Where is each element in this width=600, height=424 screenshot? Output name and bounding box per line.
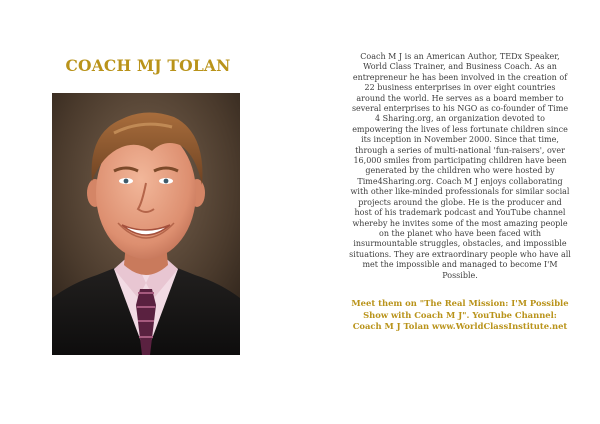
bio-paragraph: Coach M J is an American Author, TEDx Speaker, World Class Trainer, and Business Coach. As an entrepreneur he has been involved in the creation of 22 business enterprises in over eight countries around the world. He serves as a board member to several enterprises to his NGO as co-founder of Time 4 Sharing.org, an organization devoted to empowering the lives of less fortunate children since its inception in November 2000. Since that time, through a series of multi-national 'fun-raisers', over 16,000 smiles from participating children have been generated by the children who were hosted by Time4Sharing.org. Coach M J enjoys collaborating with other like-minded professionals for similar social projects around the globe. He is the producer and host of his trademark podcast and YouTube channel whereby he invites some of the most amazing people on the planet who have been faced with insurmountable struggles, obstacles, and impossible situations. They are extraordinary people who have all met the impossible and managed to become I'M Possible. — [349, 52, 571, 280]
page-title: COACH MJ TOLAN — [65, 56, 231, 75]
portrait-photo — [52, 93, 240, 355]
promo-text: Meet them on "The Real Mission: I'M Possible Show with Coach M J". YouTube Channel: Coach M J Tolan www.WorldClassInstitute.net — [351, 298, 569, 332]
